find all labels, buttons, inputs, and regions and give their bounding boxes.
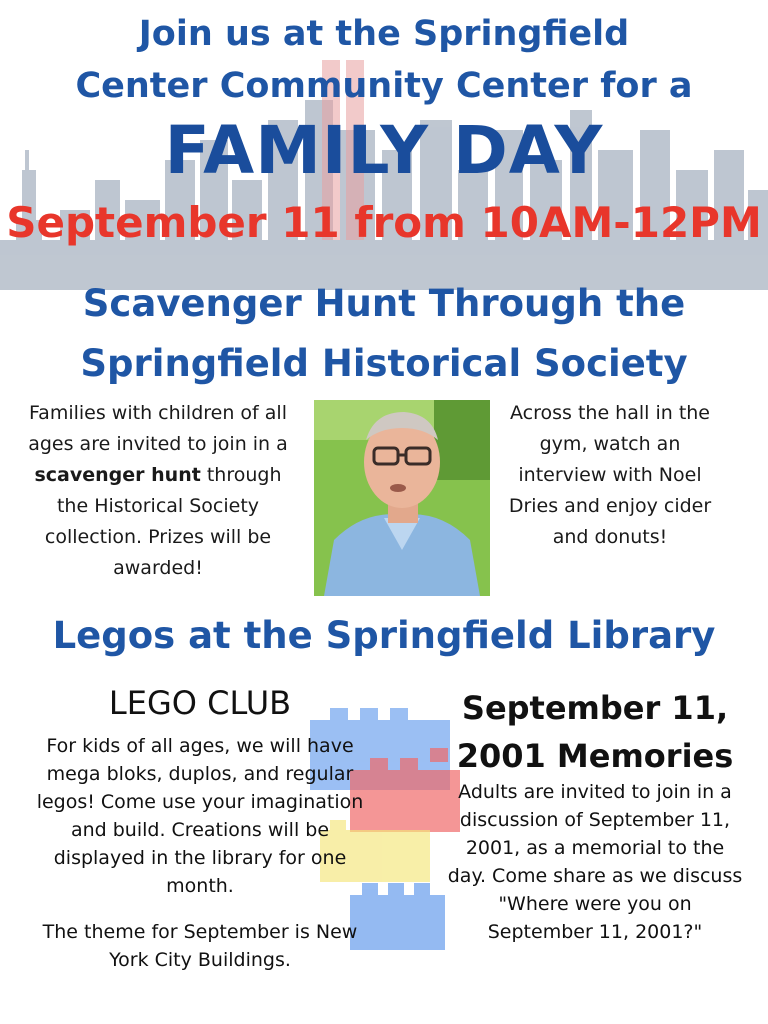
lego-club-theme: The theme for September is New York City Buildings. [42, 921, 358, 971]
header-line-2: Center Community Center for a [75, 66, 693, 106]
memories-description: Adults are invited to join in a discussion of September 11, 2001, as a memorial to the day. Come share as we discuss "Where were you on September 11, 2001?" [447, 781, 743, 943]
scavenger-text-part-1: Families with children of all ages are invited to join in a [28, 402, 288, 455]
memories-heading-line-1: September 11, [461, 689, 729, 727]
scavenger-title-line-2: Springfield Historical Society [80, 342, 688, 385]
event-date: September 11 from 10AM-12PM [6, 198, 762, 247]
scavenger-description [18, 398, 298, 584]
header-line-1: Join us at the Springfield [138, 14, 630, 54]
lego-club-description: For kids of all ages, we will have mega bloks, duplos, and regular legos! Come use your imagination and build. Creations will be displayed in the library for one month. [36, 735, 364, 897]
scavenger-hunt-bold: scavenger hunt [34, 464, 201, 486]
memories-heading-line-2: 2001 Memories [456, 737, 734, 775]
library-title: Legos at the Springfield Library [52, 614, 716, 657]
noel-dries-photo [314, 400, 490, 596]
scavenger-title-line-1: Scavenger Hunt Through the [82, 282, 686, 325]
interview-description: Across the hall in the gym, watch an interview with Noel Dries and enjoy cider and donuts! [508, 402, 712, 548]
scavenger-text-part-2: through the Historical Society collection. Prizes will be awarded! [44, 464, 282, 579]
event-title: FAMILY DAY [164, 112, 604, 189]
lego-club-heading: LEGO CLUB [108, 684, 292, 722]
memories-heading [440, 684, 750, 780]
